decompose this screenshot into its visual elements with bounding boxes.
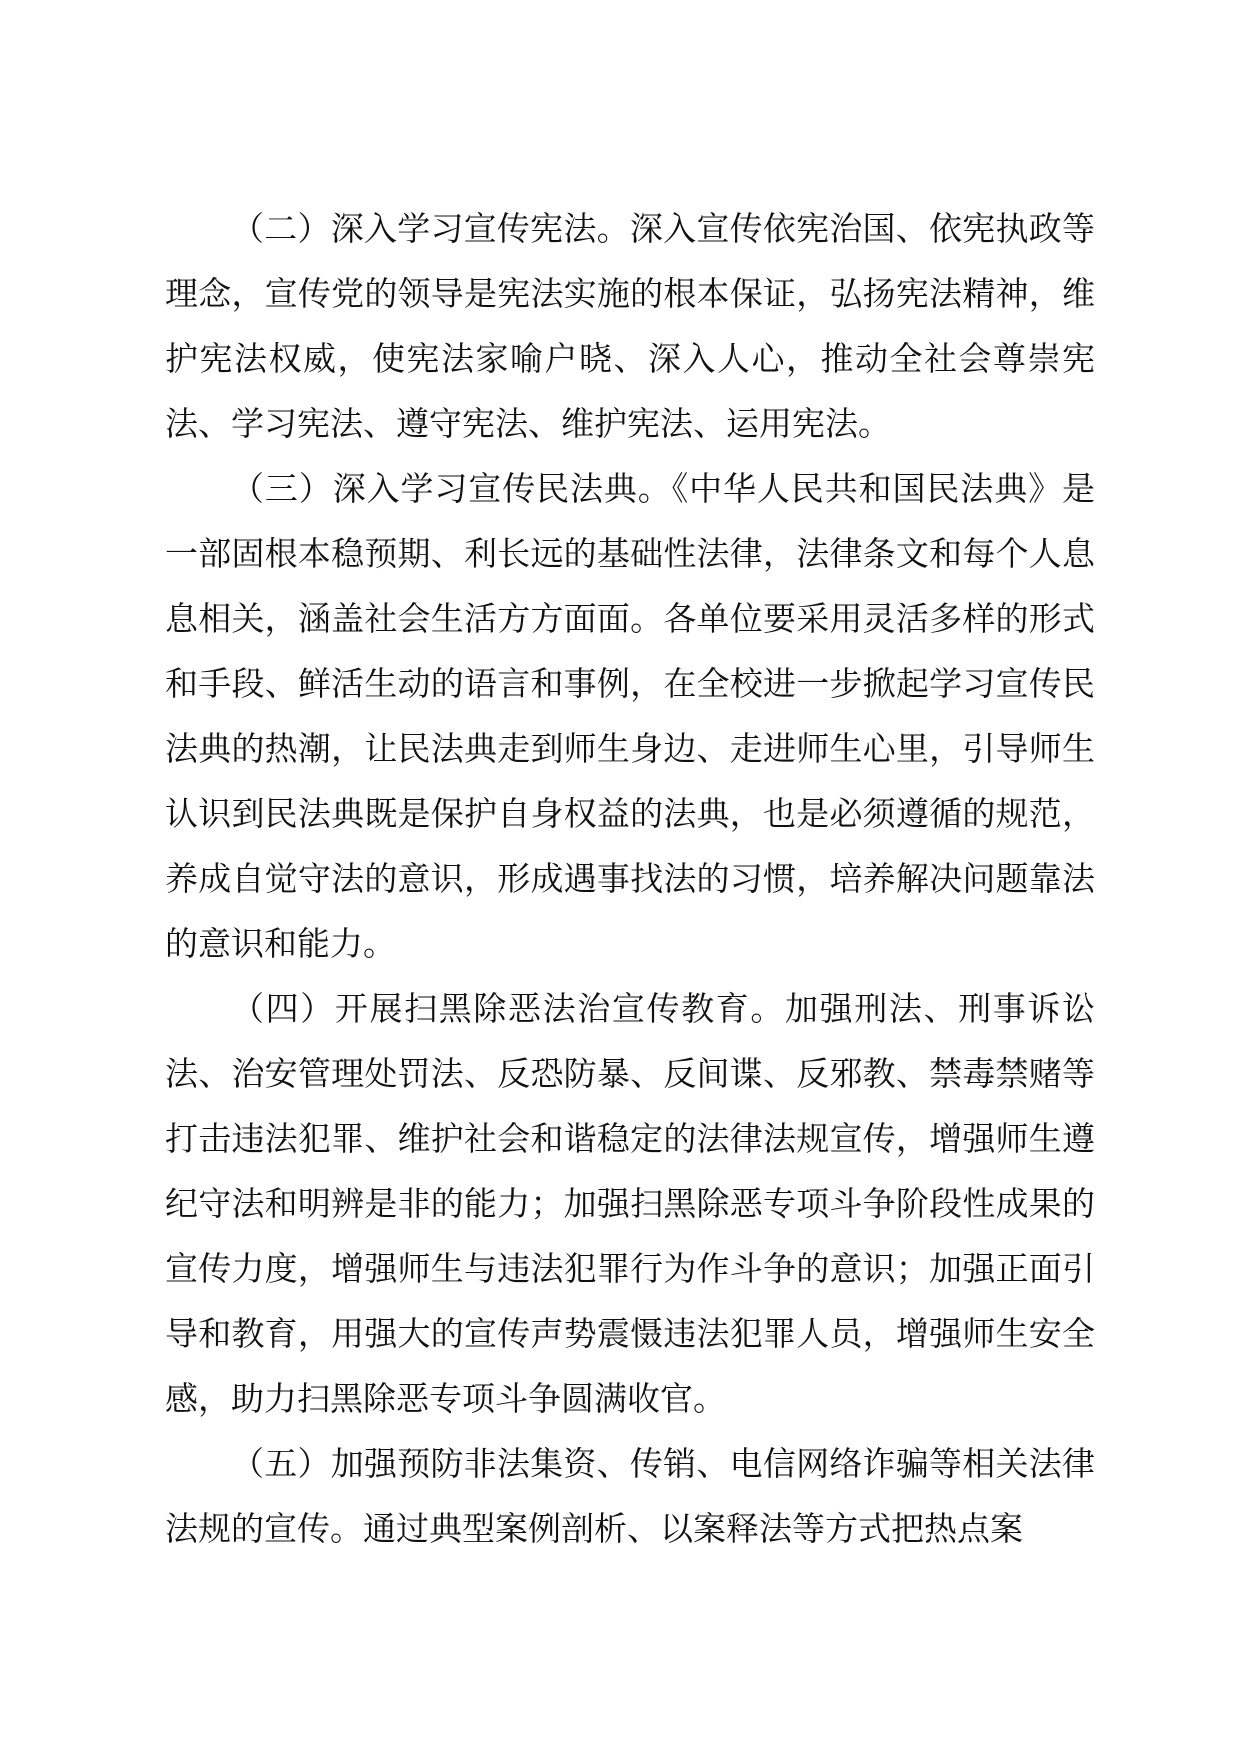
document-body <box>165 196 1095 1561</box>
paragraph-civil-code: （三）深入学习宣传民法典。《中华人民共和国民法典》是一部固根本稳预期、利长远的基础性法律，法律条文和每个人息息相关，涵盖社会生活方方面面。各单位要采用灵活多样的形式和手段、鲜活生动的语言和事例，在全校进一步掀起学习宣传民法典的热潮，让民法典走到师生身边、走进师生心里，引导师生认识到民法典既是保护自身权益的法典，也是必须遵循的规范，养成自觉守法的意识，形成遇事找法的习惯，培养解决问题靠法的意识和能力。 <box>165 469 1095 963</box>
paragraph-fraud-prevention: （五）加强预防非法集资、传销、电信网络诈骗等相关法律法规的宣传。通过典型案例剖析、以案释法等方式把热点案 <box>165 1444 1095 1548</box>
paragraph-constitution: （二）深入学习宣传宪法。深入宣传依宪治国、依宪执政等理念，宣传党的领导是宪法实施的根本保证，弘扬宪法精神，维护宪法权威，使宪法家喻户晓、深入人心，推动全社会尊崇宪法、学习宪法、遵守宪法、维护宪法、运用宪法。 <box>165 209 1095 443</box>
paragraph-anti-crime: （四）开展扫黑除恶法治宣传教育。加强刑法、刑事诉讼法、治安管理处罚法、反恐防暴、反间谍、反邪教、禁毒禁赌等打击违法犯罪、维护社会和谐稳定的法律法规宣传，增强师生遵纪守法和明辨是非的能力；加强扫黑除恶专项斗争阶段性成果的宣传力度，增强师生与违法犯罪行为作斗争的意识；加强正面引导和教育，用强大的宣传声势震慑违法犯罪人员，增强师生安全感，助力扫黑除恶专项斗争圆满收官。 <box>165 989 1095 1418</box>
